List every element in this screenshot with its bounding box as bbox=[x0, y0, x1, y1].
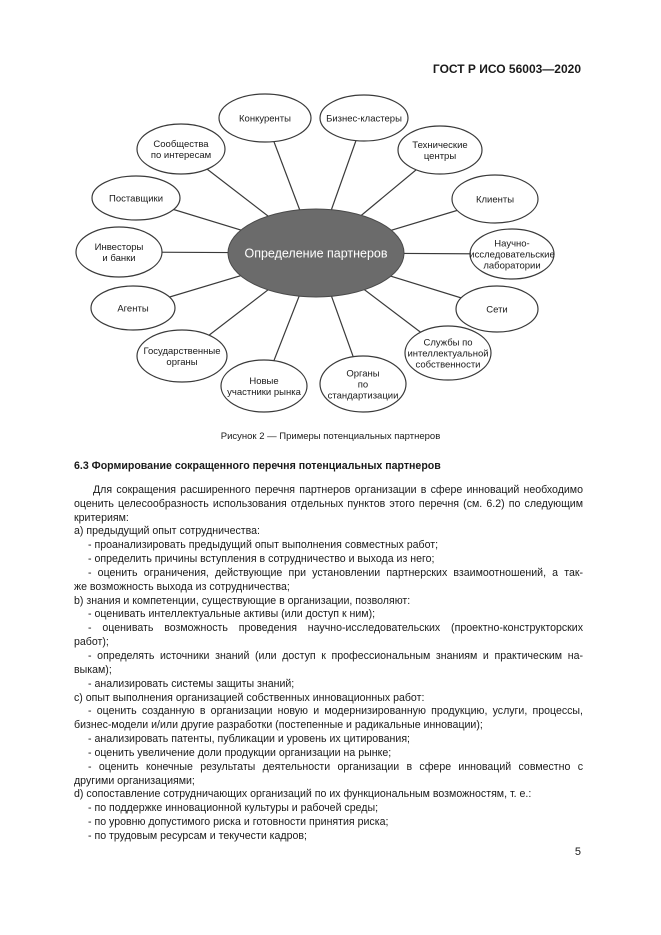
node-agents bbox=[91, 286, 175, 330]
node-tech-centers bbox=[398, 126, 482, 174]
section-intro bbox=[74, 484, 583, 526]
criterion-line: - проанализировать предыдущий опыт выполнения совместных работ; bbox=[88, 539, 439, 552]
node-label: Сообщества bbox=[153, 138, 209, 150]
node-label: по bbox=[357, 379, 369, 391]
node-label: интеллектуальной bbox=[407, 348, 489, 360]
criteria-list bbox=[74, 525, 583, 843]
node-label: Сети bbox=[486, 304, 508, 316]
node-label: Технические bbox=[412, 139, 468, 151]
node-label: участники рынка bbox=[227, 386, 301, 398]
node-label: исследовательские bbox=[469, 249, 555, 261]
node-label: собственности bbox=[415, 359, 481, 371]
node-label: Бизнес-кластеры bbox=[326, 113, 402, 125]
node-labs bbox=[469, 229, 554, 279]
intro-line: Для сокращения расширенного перечня партнеров организации в сфере инноваций необходимо bbox=[93, 483, 583, 496]
criterion-line: же возможность выхода из сотрудничества; bbox=[74, 580, 290, 593]
standard-code: ГОСТ Р ИСО 56003—2020 bbox=[432, 62, 581, 76]
node-label: органы bbox=[166, 356, 198, 368]
node-label: Службы по bbox=[423, 337, 473, 349]
node-label: Клиенты bbox=[475, 194, 515, 206]
intro-line: критериям: bbox=[74, 511, 129, 524]
node-investors bbox=[76, 227, 162, 277]
node-new-entrants bbox=[221, 360, 307, 412]
criterion-line: - оценить увеличение доли продукции организации на рынке; bbox=[88, 746, 392, 759]
node-label: Органы bbox=[346, 368, 380, 380]
node-networks bbox=[456, 286, 538, 332]
node-label: Конкуренты bbox=[239, 113, 291, 125]
node-label: Поставщики bbox=[108, 193, 164, 205]
node-clients bbox=[452, 175, 538, 223]
criterion-line: - оценить ограничения, действующие при установлении партнерских взаимоотношений, а так- bbox=[88, 566, 583, 579]
criterion-heading: d) сопоставление сотрудничающих организаций по их функциональным возможностям, т. е.: bbox=[74, 788, 532, 801]
criterion-line: - оценивать интеллектуальные активы (или доступ к ним); bbox=[88, 608, 376, 621]
criterion-line: выкам); bbox=[74, 663, 112, 676]
criterion-line: - анализировать патенты, публикации и уровень их цитирования; bbox=[88, 733, 410, 746]
criterion-line: - оценить конечные результаты деятельности организации в сфере инноваций совместно с bbox=[88, 760, 583, 773]
node-communities bbox=[137, 124, 225, 174]
section-body bbox=[74, 460, 583, 844]
partners-diagram bbox=[0, 0, 661, 430]
node-label: Новые bbox=[249, 375, 279, 387]
criterion-heading: a) предыдущий опыт сотрудничества: bbox=[74, 525, 260, 538]
criterion-line: - оценить созданную в организации новую и модернизированную продукцию, услуги, процессы, bbox=[88, 705, 583, 718]
node-competitors bbox=[219, 94, 311, 142]
criterion-heading: c) опыт выполнения организацией собственных инновационных работ: bbox=[74, 691, 425, 704]
intro-paragraph bbox=[74, 484, 583, 526]
center-label: Определение партнеров bbox=[244, 246, 388, 261]
criterion-line: другими организациями; bbox=[74, 774, 195, 787]
criterion-line: - по трудовым ресурсам и текучести кадров; bbox=[88, 829, 307, 842]
criterion-heading: b) знания и компетенции, существующие в организации, позволяют: bbox=[74, 594, 411, 607]
criterion-line: работ); bbox=[74, 636, 109, 649]
node-standards-bodies bbox=[320, 356, 406, 412]
node-label: Инвесторы bbox=[94, 241, 144, 253]
node-suppliers bbox=[92, 176, 180, 220]
node-label: и банки bbox=[102, 252, 136, 264]
intro-line: оценить целесообразность использования отдельных пунктов этого перечня (см. 6.2) по следующим bbox=[74, 497, 583, 510]
node-label: центры bbox=[423, 150, 457, 162]
node-clusters bbox=[320, 95, 408, 141]
criterion-line: - оценивать возможность проведения научно-исследовательских (проектно-конструкторских bbox=[88, 622, 583, 635]
section-title: 6.3 Формирование сокращенного перечня потенциальных партнеров bbox=[74, 460, 441, 472]
criterion-line: - по поддержке инновационной культуры и рабочей среды; bbox=[88, 802, 379, 815]
node-label: по интересам bbox=[150, 149, 212, 161]
criterion-line: - анализировать системы защиты знаний; bbox=[88, 677, 295, 690]
figure-caption: Рисунок 2 — Примеры потенциальных партнеров bbox=[220, 431, 441, 442]
criterion-line: - определить причины вступления в сотрудничество и выхода из него; bbox=[88, 553, 435, 566]
criterion-line: - определять источники знаний (или доступ к профессиональным знаниям и практическим на- bbox=[88, 649, 583, 662]
node-label: лаборатории bbox=[483, 260, 541, 272]
criterion-line: - по уровню допустимого риска и готовности принятия риска; bbox=[88, 816, 389, 829]
criterion-line: бизнес-модели и/или другие разработки (постепенные и радикальные инновации); bbox=[74, 719, 483, 732]
node-ip-services bbox=[405, 326, 491, 380]
node-label: Агенты bbox=[117, 303, 149, 315]
node-label: Государственные bbox=[143, 345, 221, 357]
page-number: 5 bbox=[574, 846, 581, 858]
node-label: Научно- bbox=[494, 238, 530, 250]
node-gov-bodies bbox=[137, 330, 227, 382]
center-node bbox=[228, 209, 404, 297]
node-label: стандартизации bbox=[327, 390, 399, 402]
